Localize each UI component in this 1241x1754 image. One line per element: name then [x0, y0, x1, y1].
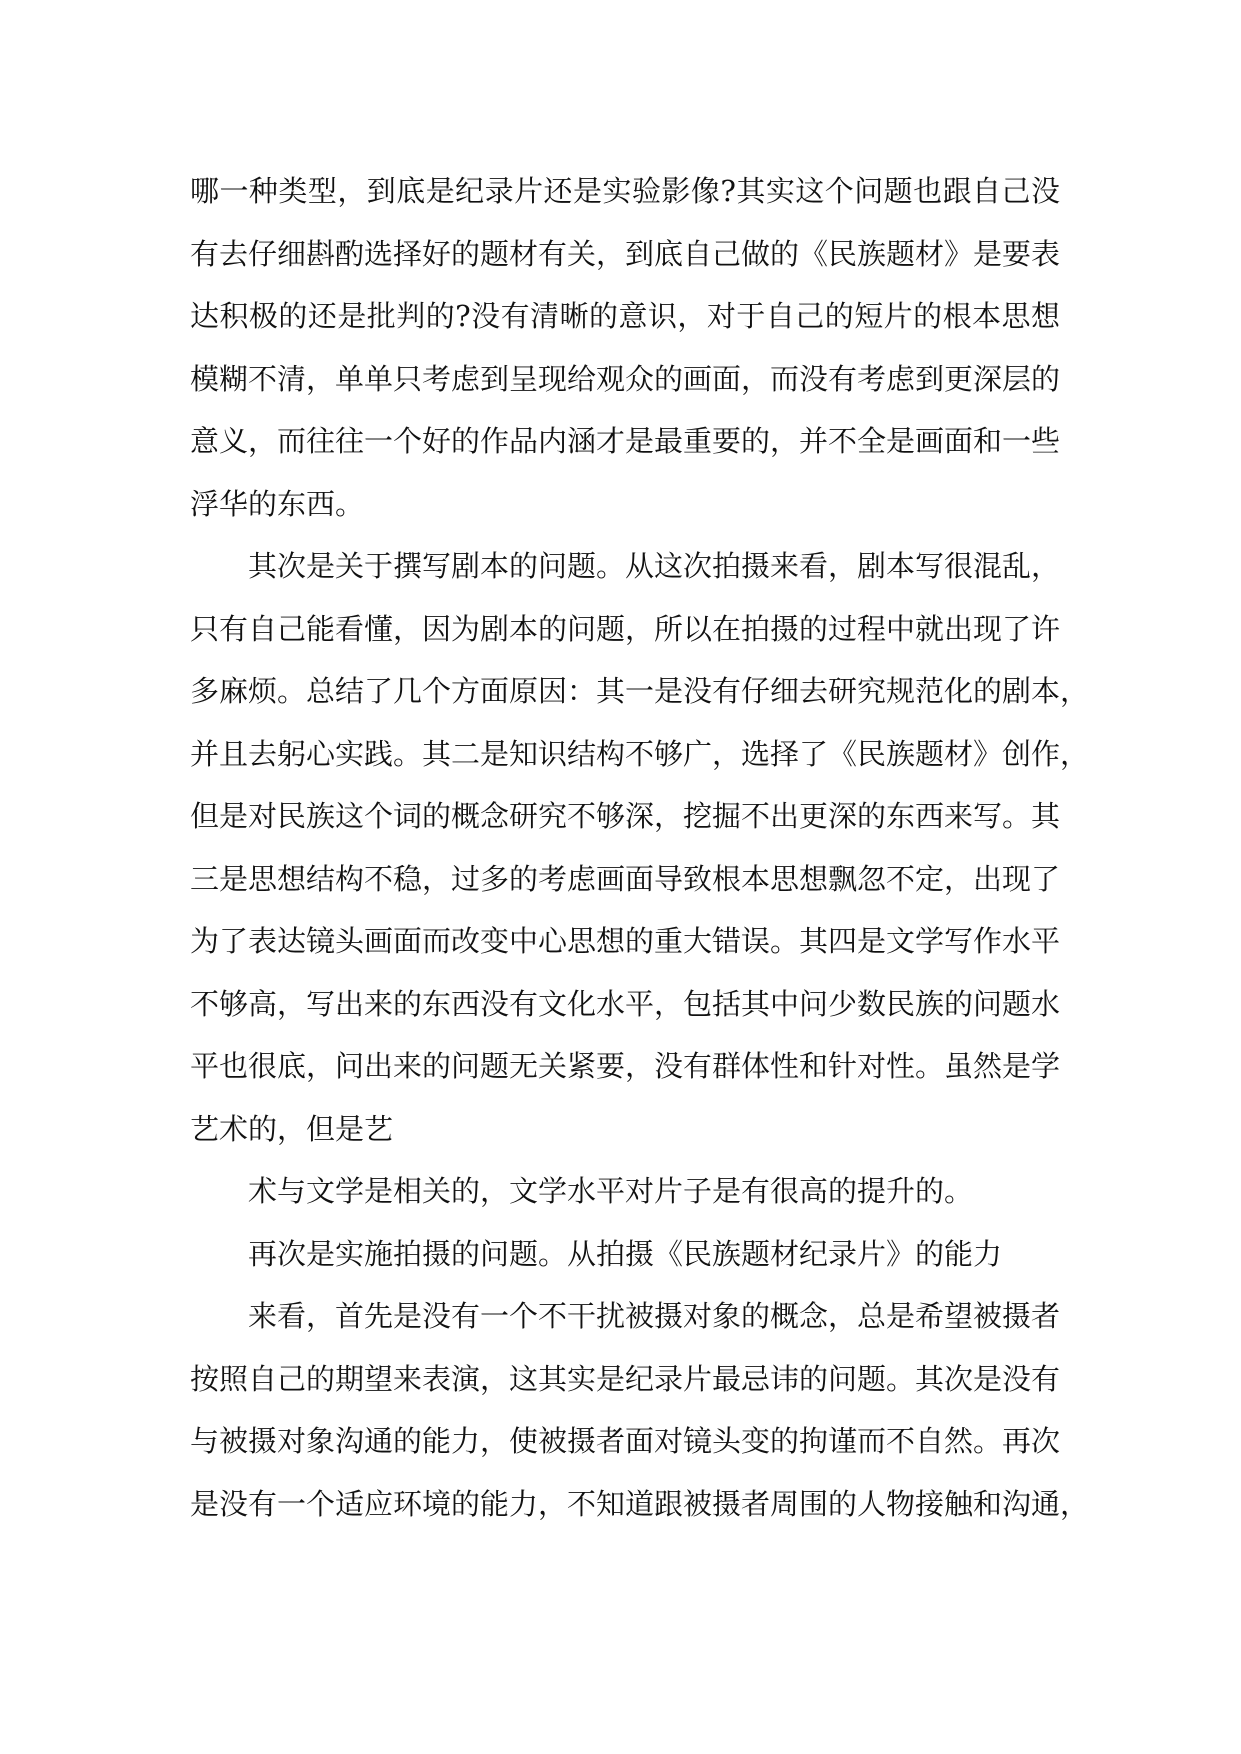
text-line: 达积极的还是批判的?没有清晰的意识，对于自己的短片的根本思想 — [190, 299, 1060, 333]
text-line: 模糊不清，单单只考虑到呈现给观众的画面，而没有考虑到更深层的 — [190, 361, 1061, 396]
text-line: 来看，首先是没有一个不干扰被摄对象的概念，总是希望被摄者 — [248, 1299, 1061, 1333]
text-line: 多麻烦。总结了几个方面原因：其一是没有仔细去研究规范化的剧本， — [190, 674, 1090, 708]
text-line: 按照自己的期望来表演，这其实是纪录片最忌讳的问题。其次是没有 — [190, 1361, 1061, 1396]
document-body-text — [190, 160, 1090, 1535]
text-line: 不够高，写出来的东西没有文化水平，包括其中问少数民族的问题水 — [190, 986, 1061, 1021]
text-line: 并且去躬心实践。其二是知识结构不够广，选择了《民族题材》创作， — [190, 736, 1090, 771]
text-line: 其次是关于撰写剧本的问题。从这次拍摄来看，剧本写很混乱， — [248, 549, 1061, 583]
text-line: 有去仔细斟酌选择好的题材有关，到底自己做的《民族题材》是要表 — [190, 236, 1061, 271]
text-line: 术与文学是相关的，文学水平对片子是有很高的提升的。 — [248, 1174, 974, 1208]
text-line: 艺术的，但是艺 — [190, 1111, 394, 1146]
text-line: 三是思想结构不稳，过多的考虑画面导致根本思想飘忽不定，出现了 — [190, 861, 1061, 896]
text-line: 浮华的东西。 — [190, 486, 365, 521]
text-line: 哪一种类型，到底是纪录片还是实验影像?其实这个问题也跟自己没 — [190, 174, 1060, 208]
text-line: 是没有一个适应环境的能力，不知道跟被摄者周围的人物接触和沟通， — [190, 1486, 1090, 1521]
text-line: 但是对民族这个词的概念研究不够深，挖掘不出更深的东西来写。其 — [190, 799, 1061, 833]
text-line: 再次是实施拍摄的问题。从拍摄《民族题材纪录片》的能力 — [248, 1236, 1003, 1271]
text-line: 为了表达镜头画面而改变中心思想的重大错误。其四是文学写作水平 — [190, 924, 1061, 958]
text-line: 只有自己能看懂，因为剧本的问题，所以在拍摄的过程中就出现了许 — [190, 611, 1061, 646]
text-line: 与被摄对象沟通的能力，使被摄者面对镜头变的拘谨而不自然。再次 — [190, 1424, 1061, 1458]
text-line: 意义，而往往一个好的作品内涵才是最重要的，并不全是画面和一些 — [190, 424, 1061, 458]
text-line: 平也很底，问出来的问题无关紧要，没有群体性和针对性。虽然是学 — [190, 1049, 1061, 1083]
